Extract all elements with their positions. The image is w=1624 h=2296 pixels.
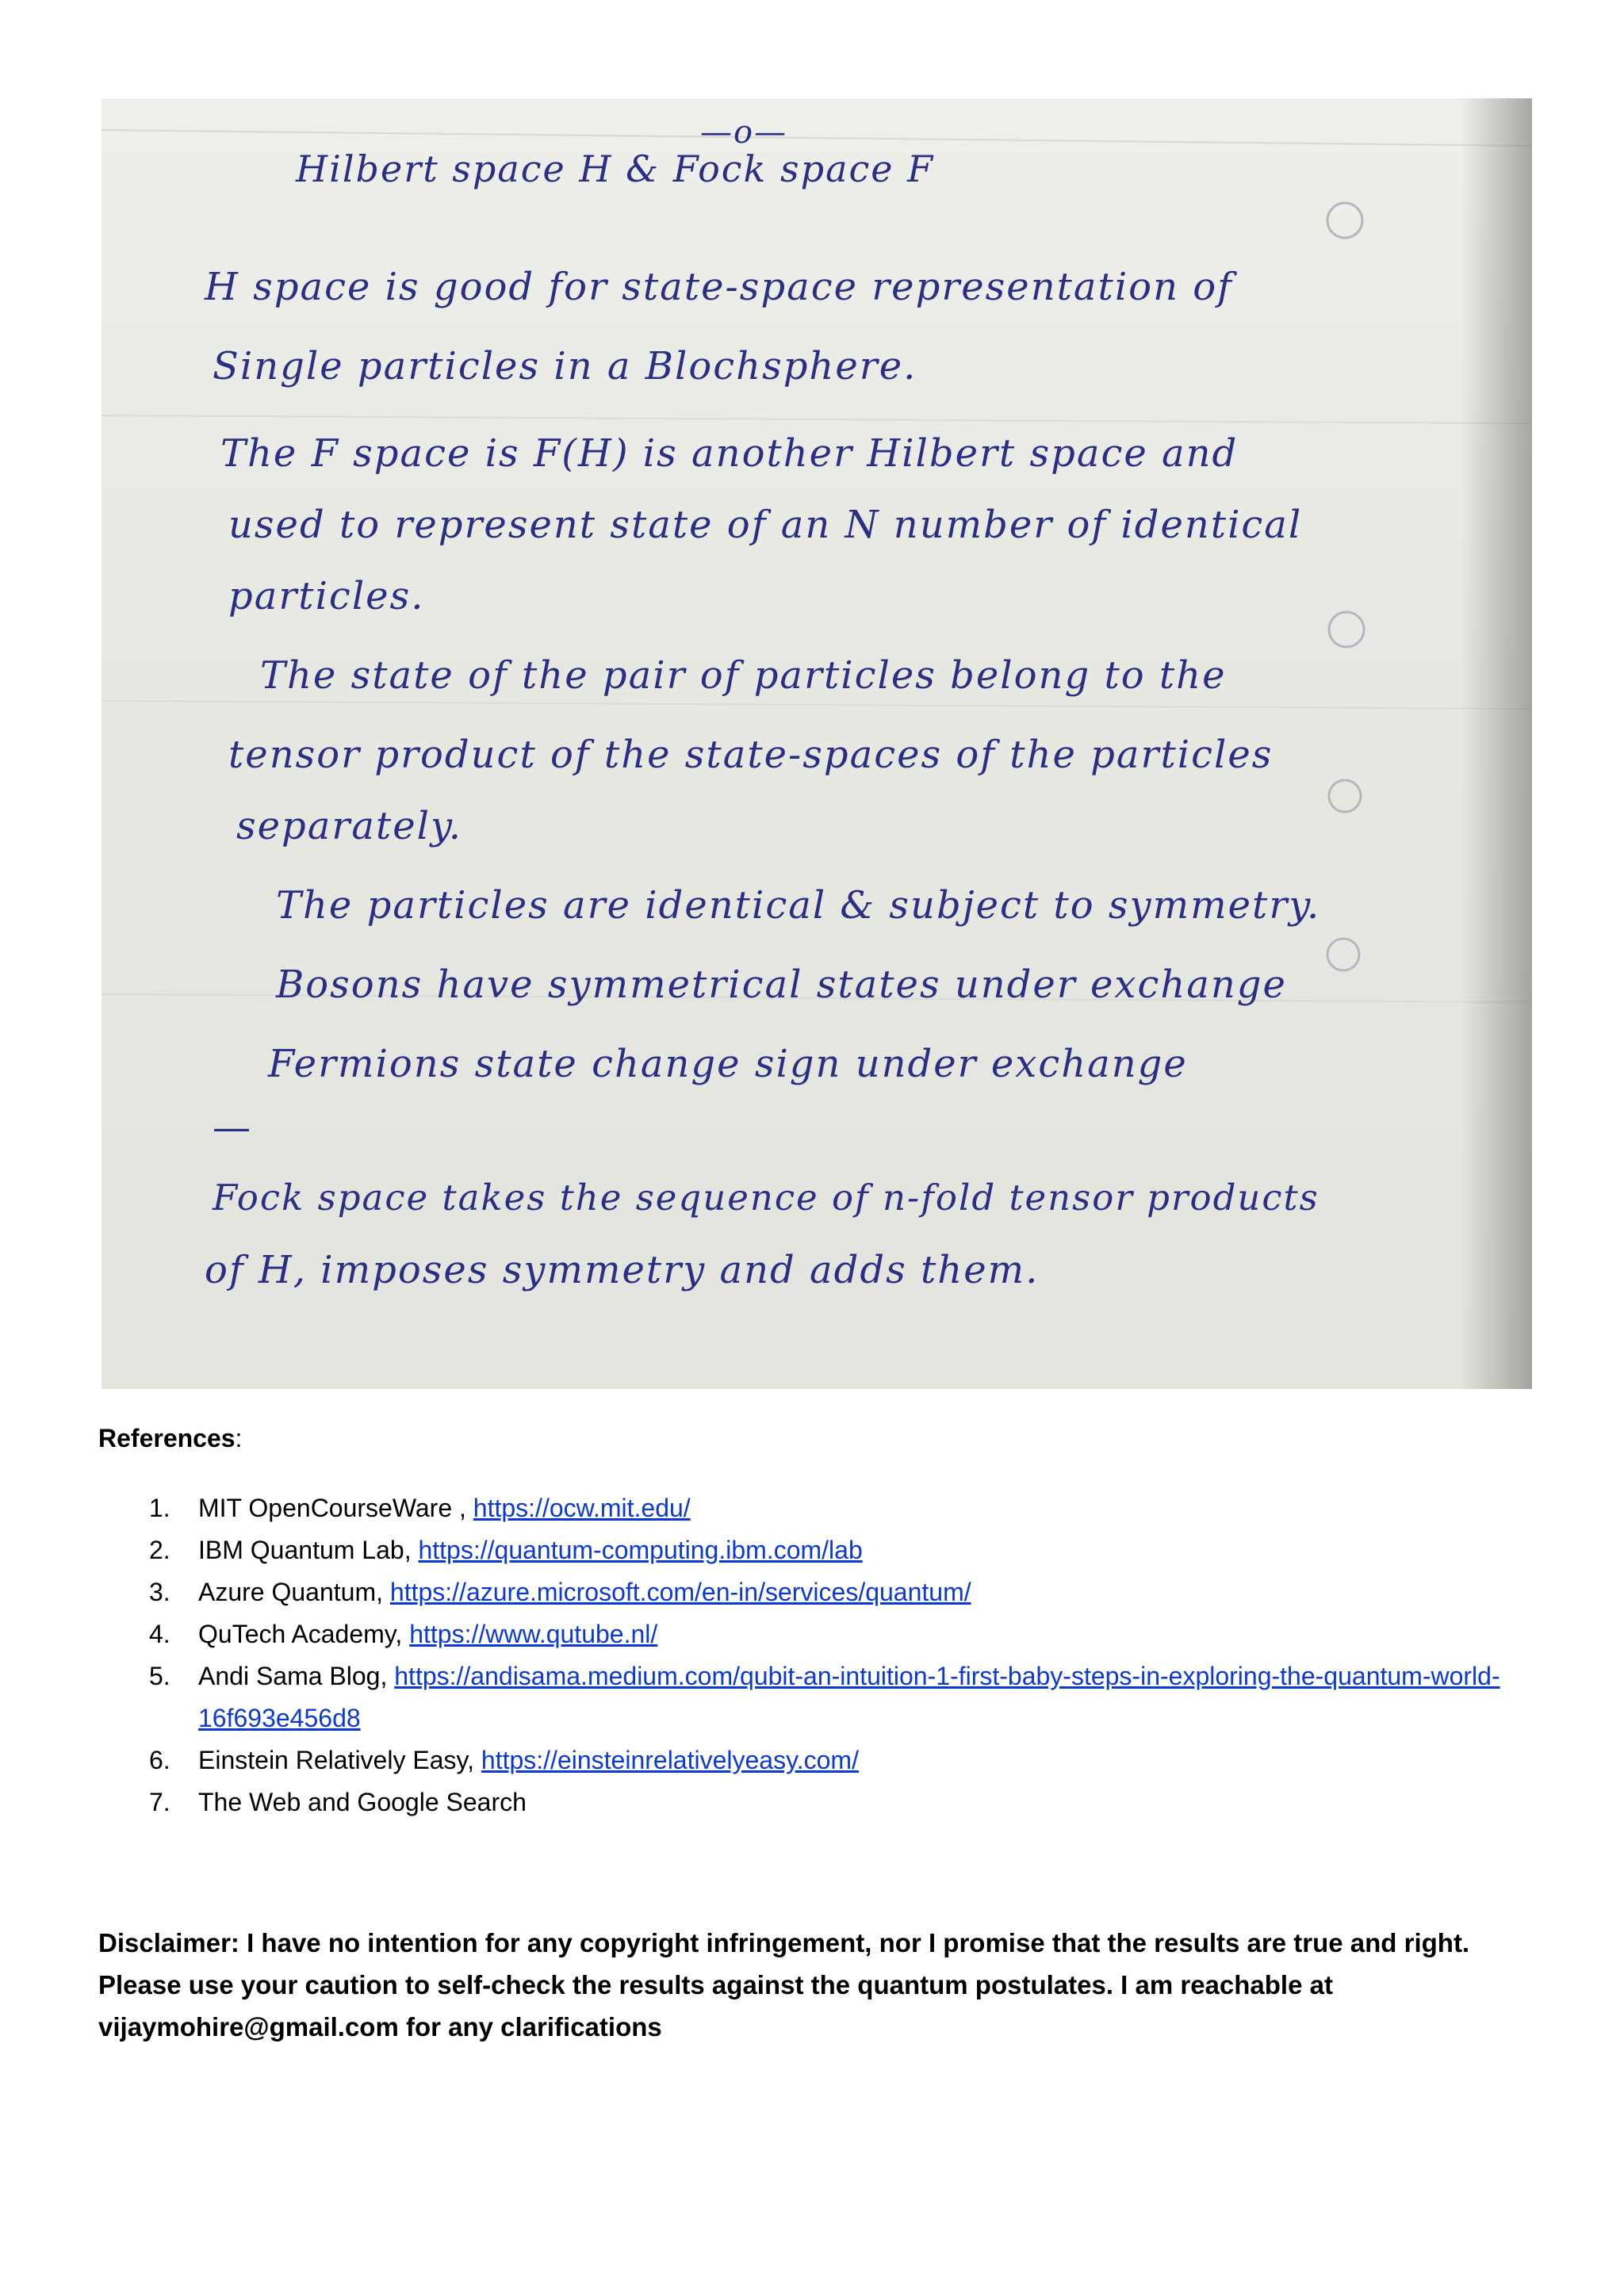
reference-link[interactable]: https://einsteinrelativelyeasy.com/: [481, 1746, 859, 1774]
reference-item: 1. MIT OpenCourseWare , https://ocw.mit.edu/: [149, 1494, 691, 1522]
reference-item: 5. Andi Sama Blog, https://andisama.medium.com/qubit-an-intuition-1-first-baby-steps-in-exploring-the-quantum-world-16f693e456d8: [149, 1662, 1500, 1732]
note-line: Bosons have symmetrical states under exchange: [276, 962, 1287, 1007]
reference-link[interactable]: https://azure.microsoft.com/en-in/services/quantum/: [389, 1578, 971, 1606]
note-line: of H, imposes symmetry and adds them.: [205, 1248, 1040, 1292]
note-title: Hilbert space H & Fock space F: [296, 147, 935, 190]
reference-link[interactable]: https://www.qutube.nl/: [409, 1620, 658, 1648]
disclaimer: Disclaimer: I have no intention for any copyright infringement, nor I promise that the results are true and right. Please use your caution to self-check the results against the quantum postulates. I am reachable at vijaymohire@gmail.com for any clarifications: [98, 1928, 1470, 2042]
references-list: [98, 1487, 1510, 1823]
reference-item: 7. The Web and Google Search: [149, 1788, 527, 1816]
note-ornament: —o—: [700, 114, 788, 151]
note-line: The F space is F(H) is another Hilbert space and: [220, 431, 1239, 476]
reference-link[interactable]: https://quantum-computing.ibm.com/lab: [418, 1536, 863, 1564]
handwritten-note-photo: [102, 98, 1532, 1389]
reference-item: 4. QuTech Academy, https://www.qutube.nl/: [149, 1620, 658, 1648]
note-line: particles.: [228, 574, 425, 618]
reference-link[interactable]: https://andisama.medium.com/qubit-an-intuition-1-first-baby-steps-in-exploring-the-quantum-world-16f693e456d8: [198, 1662, 1500, 1732]
note-line: H space is good for state-space representation of: [205, 265, 1233, 309]
note-line: tensor product of the state-spaces of the particles: [228, 733, 1274, 777]
reference-item: 3. Azure Quantum, https://azure.microsoft.com/en-in/services/quantum/: [149, 1578, 971, 1606]
note-line: The particles are identical & subject to symmetry.: [276, 883, 1321, 928]
photo-shadow: [1461, 98, 1532, 1389]
note-line: Fermions state change sign under exchange: [268, 1042, 1188, 1086]
reference-item: 2. IBM Quantum Lab, https://quantum-computing.ibm.com/lab: [149, 1536, 863, 1564]
note-line: Single particles in a Blochsphere.: [213, 344, 917, 388]
note-line: The state of the pair of particles belong to the: [260, 653, 1227, 698]
note-line: used to represent state of an N number of identical: [228, 503, 1303, 547]
reference-item: 6. Einstein Relatively Easy, https://einsteinrelativelyeasy.com/: [149, 1746, 859, 1774]
note-line: Fock space takes the sequence of n-fold tensor products: [213, 1177, 1320, 1219]
note-dash: —: [213, 1105, 252, 1150]
reference-link[interactable]: https://ocw.mit.edu/: [473, 1494, 691, 1522]
note-line: separately.: [236, 804, 462, 848]
references-heading: References:: [98, 1424, 243, 1452]
